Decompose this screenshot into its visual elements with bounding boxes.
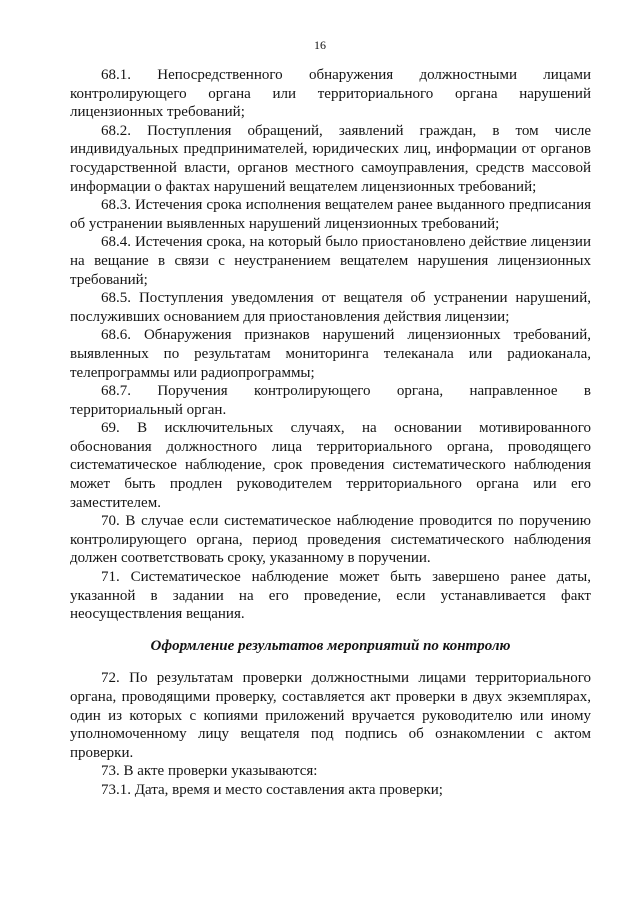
paragraph-68-7: 68.7. Поручения контролирующего органа, направленное в территориальный орган. <box>70 383 591 418</box>
paragraph-68-3: 68.3. Истечения срока исполнения вещателем ранее выданного предписания об устранении выявленных нарушений лицензионных требований; <box>70 197 591 232</box>
page-number: 16 <box>314 38 326 52</box>
paragraph-69: 69. В исключительных случаях, на основании мотивированного обоснования должностного лица территориального органа, проводящего систематическое наблюдение, срок проведения систематического наблюдения может быть продлен руководителем территориального органа или его заместителем. <box>70 420 591 511</box>
paragraph-68-4: 68.4. Истечения срока, на который было приостановлено действие лицензии на вещание в связи с неустранением вещателем нарушения лицензионных требований; <box>70 234 591 288</box>
paragraph-68-5: 68.5. Поступления уведомления от вещателя об устранении нарушений, послуживших основанием для приостановления действия лицензии; <box>70 290 591 325</box>
paragraph-72: 72. По результатам проверки должностными лицами территориального органа, проводящими проверку, составляется акт проверки в двух экземплярах, один из которых с копиями приложений вручается руководителю или иному уполномоченному лицу вещателя под подпись об ознакомлении с актом проверки. <box>70 670 591 761</box>
document-body <box>70 66 591 800</box>
paragraph-68-6: 68.6. Обнаружения признаков нарушений лицензионных требований, выявленных по результатам мониторинга телеканала или радиоканала, телепрограммы или радиопрограммы; <box>70 327 591 381</box>
paragraph-68-2: 68.2. Поступления обращений, заявлений граждан, в том числе индивидуальных предпринимателей, юридических лиц, информации от органов государственной власти, органов местного самоуправления, средств массовой информации о фактах нарушений вещателем лицензионных требований; <box>70 122 591 195</box>
paragraph-70: 70. В случае если систематическое наблюдение проводится по поручению контролирующего органа, период проведения систематического наблюдения должен соответствовать сроку, указанному в поручении. <box>70 513 591 567</box>
section-heading: Оформление результатов мероприятий по контролю <box>150 637 511 654</box>
paragraph-68-1: 68.1. Непосредственного обнаружения должностными лицами контролирующего органа или территориального органа нарушений лицензионных требований; <box>70 67 591 121</box>
paragraph-71: 71. Систематическое наблюдение может быть завершено ранее даты, указанной в задании на его проведение, если устанавливается факт неосуществления вещания. <box>70 569 591 623</box>
paragraph-73-1: 73.1. Дата, время и место составления акта проверки; <box>101 781 443 798</box>
paragraph-73: 73. В акте проверки указываются: <box>101 763 318 780</box>
